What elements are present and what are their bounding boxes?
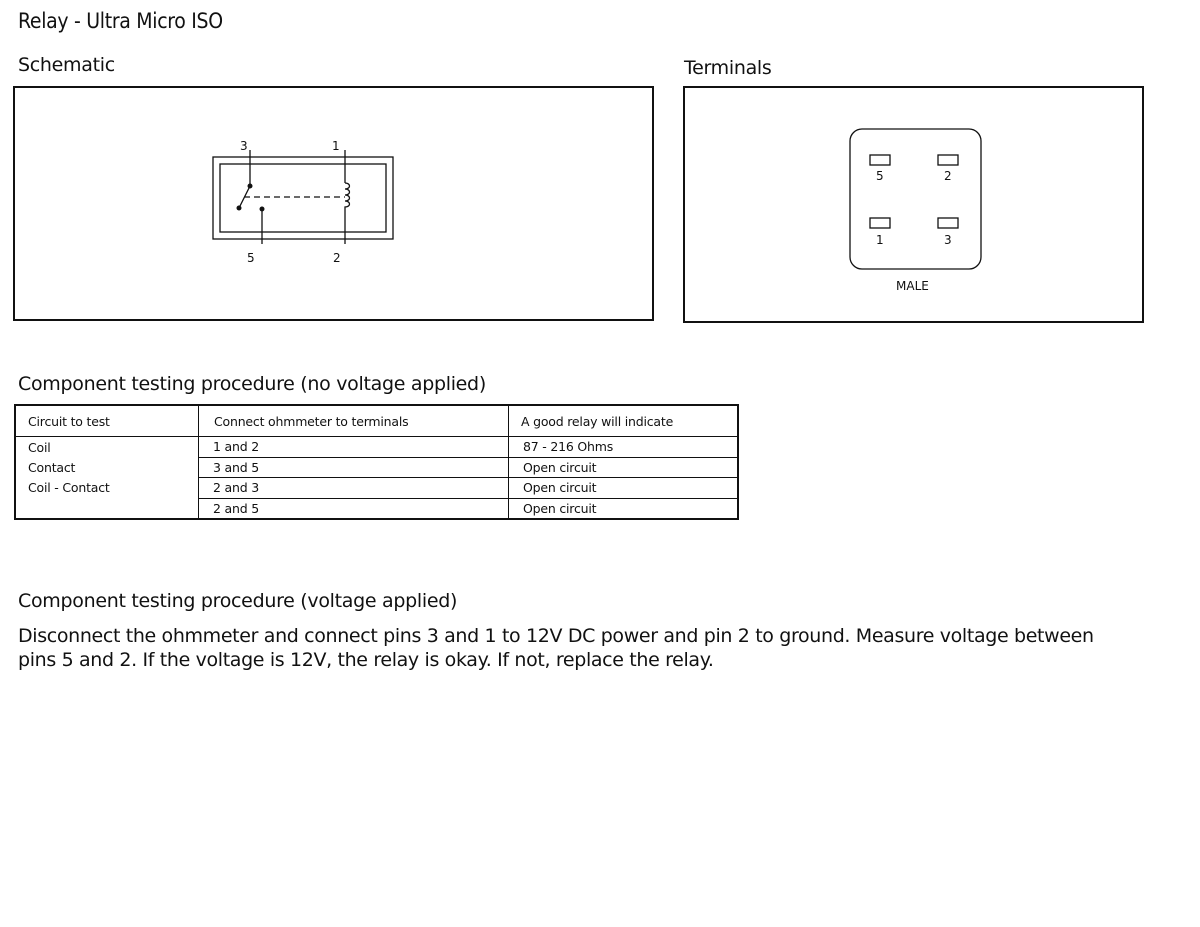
connector-gender-label: MALE xyxy=(896,279,929,293)
table-row xyxy=(15,498,738,519)
schematic-pin-label-1: 1 xyxy=(332,139,340,153)
relay-inner-box xyxy=(220,164,386,232)
cell-circuit: Coil - Contact xyxy=(15,478,199,499)
schematic-panel xyxy=(13,86,654,321)
voltage-test-instructions: Disconnect the ohmmeter and connect pins 3 and 1 to 12V DC power and pin 2 to ground. Measure voltage between pins 5 and 2. If the voltage is 12V, the relay is okay. If not, replace the relay. xyxy=(18,625,1094,671)
table-row xyxy=(15,478,738,499)
cell-terminals: 3 and 5 xyxy=(199,457,509,478)
cell-terminals: 1 and 2 xyxy=(199,437,509,458)
terminals-panel xyxy=(683,86,1144,323)
voltage-test-heading: Component testing procedure (voltage applied) xyxy=(18,590,458,612)
table-row xyxy=(15,457,738,478)
pin-3-contact-dot xyxy=(248,184,253,189)
terminal-label-2: 2 xyxy=(944,169,952,183)
connector-diagram xyxy=(685,88,1142,321)
no-voltage-test-table xyxy=(14,404,739,520)
coil-winding xyxy=(345,183,350,209)
cell-circuit: Coil xyxy=(15,437,199,458)
cell-terminals: 2 and 5 xyxy=(199,498,509,519)
schematic-pin-label-2: 2 xyxy=(333,251,341,265)
terminal-slot-2 xyxy=(938,155,958,165)
pin-5-contact-dot xyxy=(260,207,265,212)
schematic-pin-label-3: 3 xyxy=(240,139,248,153)
no-voltage-test-heading: Component testing procedure (no voltage applied) xyxy=(18,373,486,395)
switch-pivot-dot xyxy=(237,206,242,211)
cell-indication: 87 - 216 Ohms xyxy=(509,437,739,458)
cell-circuit xyxy=(15,498,199,519)
cell-indication: Open circuit xyxy=(509,478,739,499)
cell-circuit: Contact xyxy=(15,457,199,478)
terminal-label-3: 3 xyxy=(944,233,952,247)
table-header-row xyxy=(15,405,738,437)
terminals-heading: Terminals xyxy=(684,57,772,79)
cell-indication: Open circuit xyxy=(509,457,739,478)
connector-outline xyxy=(850,129,981,269)
terminal-slot-5 xyxy=(870,155,890,165)
terminal-slot-1 xyxy=(870,218,890,228)
document-title: Relay - Ultra Micro ISO xyxy=(18,9,223,33)
schematic-pin-label-5: 5 xyxy=(247,251,255,265)
relay-outer-box xyxy=(213,157,393,239)
terminal-slot-3 xyxy=(938,218,958,228)
terminal-label-1: 1 xyxy=(876,233,884,247)
schematic-heading: Schematic xyxy=(18,54,115,76)
terminal-label-5: 5 xyxy=(876,169,884,183)
cell-indication: Open circuit xyxy=(509,498,739,519)
column-header-terminals: Connect ohmmeter to terminals xyxy=(199,405,509,437)
column-header-circuit: Circuit to test xyxy=(15,405,199,437)
relay-schematic-diagram xyxy=(15,88,652,319)
table-row xyxy=(15,437,738,458)
column-header-indication: A good relay will indicate xyxy=(509,405,739,437)
cell-terminals: 2 and 3 xyxy=(199,478,509,499)
